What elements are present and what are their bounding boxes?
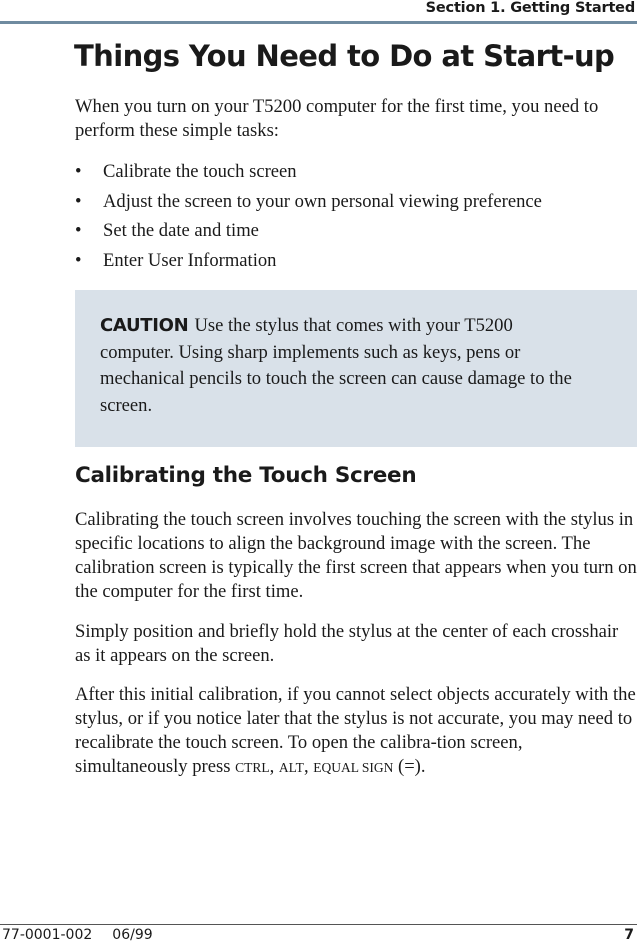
task-list [75,157,542,275]
paragraph-text: After this initial calibration, if you cannot select objects accurately with the stylus, or if you notice later that the stylus is not accurate, you may need to recalibrate the touch screen. To open the calibra-tion screen, simultaneously press [75,684,636,777]
separator: , [303,756,314,777]
task-label: Calibrate the touch screen [103,161,297,182]
separator: , [269,756,279,777]
bullet-icon: • [75,249,82,271]
caution-text: Use the stylus that comes with your T5200 computer. Using sharp implements such as keys, pens or mechanical pencils to touch the screen can cause damage to the screen. [100,315,572,416]
section-heading: Calibrating the Touch Screen [75,463,417,488]
caution-label: CAUTION [100,315,189,336]
list-item [75,216,542,246]
calibration-paragraph-2: Simply position and briefly hold the stylus at the center of each crosshair as it appears on the screen. [75,621,619,666]
list-item [75,187,542,217]
calibration-paragraph-1: Calibrating the touch screen involves touching the screen with the stylus in specific locations to align the background image with the screen. The calibration screen is typically the first screen that appears when you turn on the computer for the first time. [75,509,637,602]
key-ctrl: CTRL [235,760,270,775]
task-label: Set the date and time [103,220,259,241]
doc-number: 77-0001-002 [2,927,93,943]
bullet-icon: • [75,190,82,212]
section-header: Section 1. Getting Started [425,0,635,16]
key-alt: ALT [278,760,304,775]
footer-info [2,927,153,943]
calibration-paragraph-3 [75,683,637,780]
list-item [75,246,542,276]
page-title: Things You Need to Do at Start-up [74,39,615,73]
task-label: Adjust the screen to your own personal viewing preference [103,190,542,212]
list-item [75,157,542,187]
paragraph-text: (=). [393,756,426,777]
task-label: Enter User Information [103,249,277,271]
page-number: 7 [624,927,634,943]
caution-box [75,290,637,447]
intro-paragraph: When you turn on your T5200 computer for the first time, you need to perform these simple tasks: [75,96,599,141]
caution-message [100,313,580,419]
key-equal-sign: EQUAL SIGN [313,760,394,775]
bullet-icon: • [75,161,82,182]
header-rule [0,21,637,24]
doc-date: 06/99 [112,927,153,943]
bullet-icon: • [75,220,82,241]
footer-rule [0,924,637,925]
